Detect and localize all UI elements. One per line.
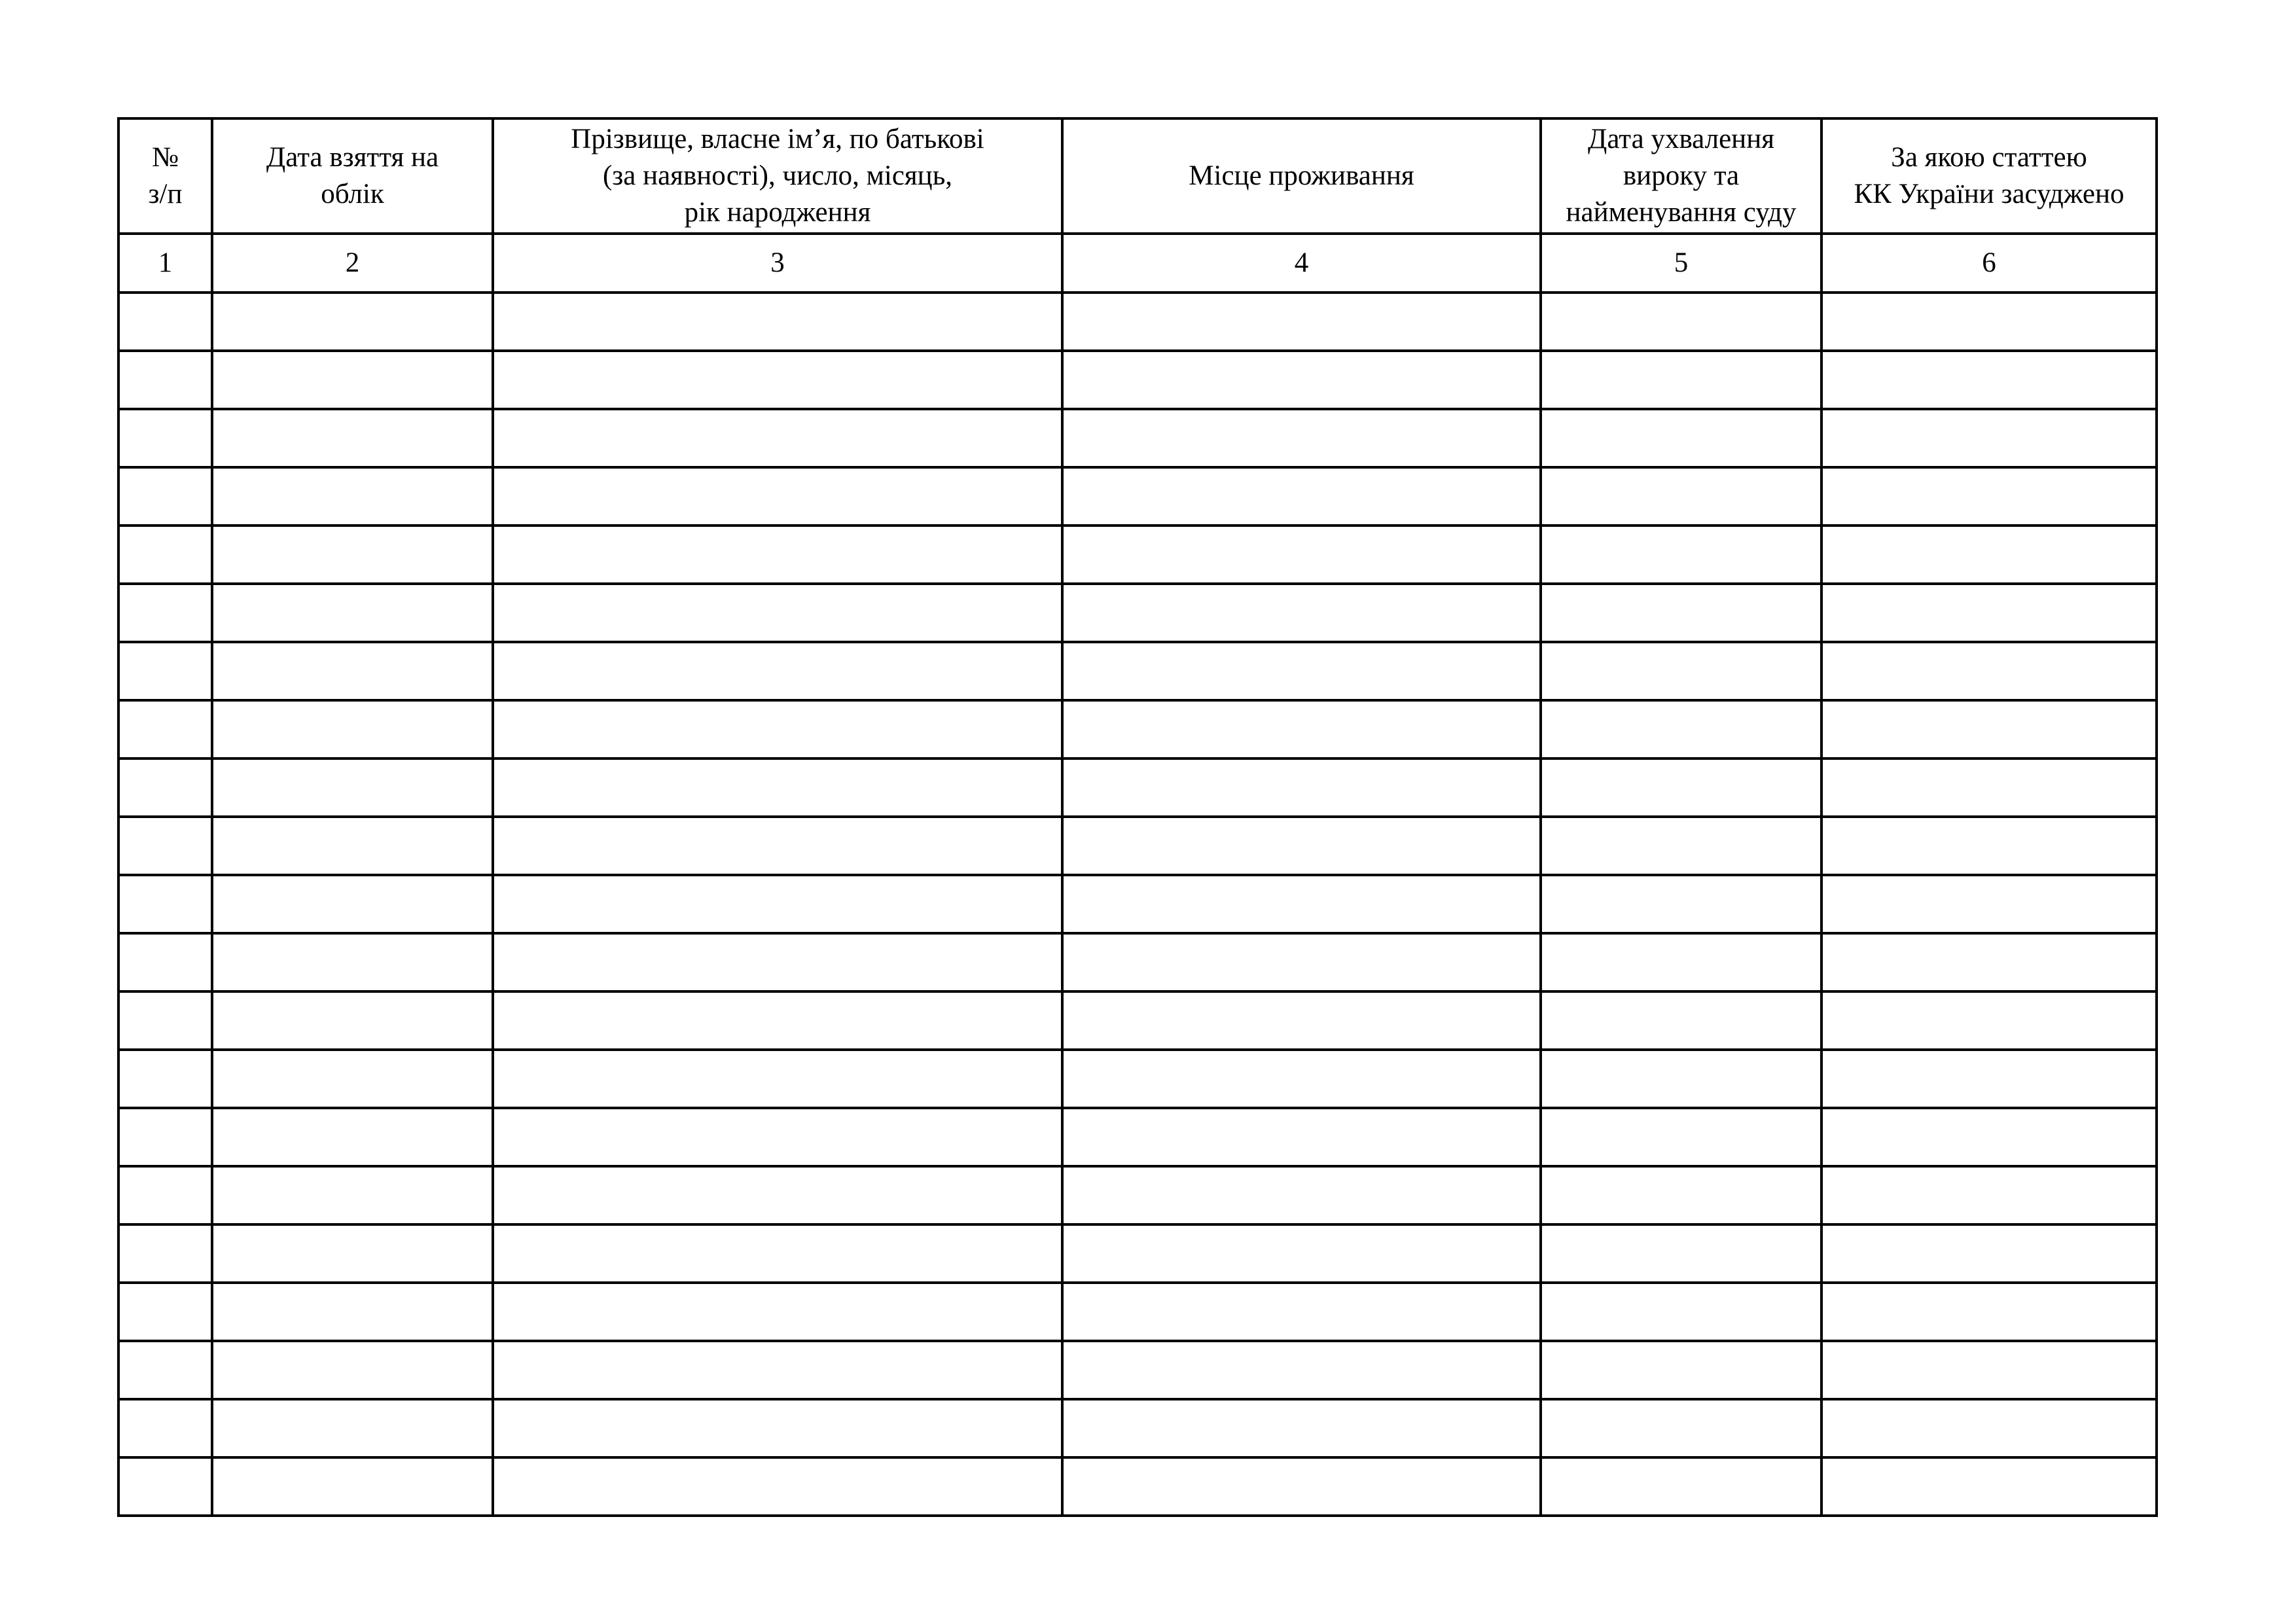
table-cell[interactable]	[1541, 1399, 1821, 1457]
table-cell[interactable]	[1062, 1341, 1541, 1399]
table-row	[118, 758, 2157, 817]
table-cell[interactable]	[118, 351, 212, 409]
table-cell[interactable]	[1821, 1457, 2157, 1516]
header-row	[118, 118, 2157, 234]
table-cell[interactable]	[118, 1166, 212, 1224]
table-cell[interactable]	[493, 584, 1062, 642]
table-row	[118, 526, 2157, 584]
table-cell[interactable]	[493, 1341, 1062, 1399]
table-row	[118, 700, 2157, 758]
table-row	[118, 584, 2157, 642]
table-cell[interactable]	[493, 933, 1062, 991]
table-row	[118, 991, 2157, 1050]
table-cell[interactable]	[1062, 700, 1541, 758]
table-cell[interactable]	[118, 526, 212, 584]
table-cell[interactable]	[212, 351, 493, 409]
table-cell[interactable]	[1541, 409, 1821, 467]
table-cell[interactable]	[1821, 875, 2157, 933]
table-row	[118, 1050, 2157, 1108]
table-cell[interactable]	[1821, 933, 2157, 991]
table-cell[interactable]	[1541, 351, 1821, 409]
table-cell[interactable]	[493, 1166, 1062, 1224]
table-cell[interactable]	[1062, 1050, 1541, 1108]
header-cell-registration-date: Дата взяття на облік	[212, 118, 493, 234]
table-cell[interactable]	[1821, 1224, 2157, 1283]
table-row	[118, 1224, 2157, 1283]
table-cell[interactable]	[212, 1399, 493, 1457]
table-cell[interactable]	[493, 817, 1062, 875]
header-cell-criminal-code-article: За якою статтею КК України засуджено	[1821, 118, 2157, 234]
table-row	[118, 409, 2157, 467]
table-cell[interactable]	[493, 1283, 1062, 1341]
table-cell[interactable]	[1821, 1108, 2157, 1166]
table-cell[interactable]	[118, 409, 212, 467]
table-cell[interactable]	[118, 991, 212, 1050]
table-cell[interactable]	[118, 467, 212, 526]
table-cell[interactable]	[1541, 1166, 1821, 1224]
table-cell[interactable]	[1062, 584, 1541, 642]
table-cell[interactable]	[493, 700, 1062, 758]
table-cell[interactable]	[1541, 817, 1821, 875]
table-cell[interactable]	[1821, 991, 2157, 1050]
table-cell[interactable]	[1821, 1166, 2157, 1224]
table-cell[interactable]	[493, 409, 1062, 467]
table-row	[118, 1399, 2157, 1457]
table-cell[interactable]	[1541, 758, 1821, 817]
table-cell[interactable]	[1062, 467, 1541, 526]
table-body	[118, 293, 2157, 1516]
table-cell[interactable]	[212, 1283, 493, 1341]
table-cell[interactable]	[212, 700, 493, 758]
table-cell[interactable]	[1541, 526, 1821, 584]
table-cell[interactable]	[1062, 351, 1541, 409]
table-cell[interactable]	[1541, 933, 1821, 991]
column-number-cell: 1	[118, 234, 212, 293]
table-cell[interactable]	[212, 584, 493, 642]
table-cell[interactable]	[212, 1166, 493, 1224]
table-cell[interactable]	[118, 875, 212, 933]
table-cell[interactable]	[493, 1050, 1062, 1108]
table-cell[interactable]	[118, 933, 212, 991]
table-cell[interactable]	[1821, 817, 2157, 875]
table-cell[interactable]	[118, 1399, 212, 1457]
table-row	[118, 467, 2157, 526]
table-cell[interactable]	[212, 1108, 493, 1166]
table-cell[interactable]	[1062, 875, 1541, 933]
table-cell[interactable]	[1541, 584, 1821, 642]
table-row	[118, 351, 2157, 409]
table-cell[interactable]	[493, 293, 1062, 351]
table-row	[118, 1341, 2157, 1399]
table-cell[interactable]	[493, 467, 1062, 526]
column-number-cell: 6	[1821, 234, 2157, 293]
table-row	[118, 817, 2157, 875]
table-cell[interactable]	[1062, 1283, 1541, 1341]
table-cell[interactable]	[212, 758, 493, 817]
table-cell[interactable]	[1821, 351, 2157, 409]
table-cell[interactable]	[493, 1399, 1062, 1457]
table-cell[interactable]	[1062, 933, 1541, 991]
header-cell-number: № з/п	[118, 118, 212, 234]
table-cell[interactable]	[1821, 642, 2157, 700]
table-cell[interactable]	[493, 526, 1062, 584]
column-number-cell: 5	[1541, 234, 1821, 293]
table-cell[interactable]	[1541, 642, 1821, 700]
table-cell[interactable]	[118, 293, 212, 351]
table-cell[interactable]	[118, 700, 212, 758]
table-cell[interactable]	[118, 642, 212, 700]
table-cell[interactable]	[1821, 758, 2157, 817]
table-cell[interactable]	[212, 526, 493, 584]
table-cell[interactable]	[1821, 584, 2157, 642]
table-row	[118, 1166, 2157, 1224]
table-row	[118, 875, 2157, 933]
table-cell[interactable]	[493, 758, 1062, 817]
table-cell[interactable]	[1821, 526, 2157, 584]
table-cell[interactable]	[212, 875, 493, 933]
table-cell[interactable]	[212, 409, 493, 467]
table-cell[interactable]	[1062, 1399, 1541, 1457]
table-row	[118, 933, 2157, 991]
header-cell-verdict-court: Дата ухвалення вироку та найменування суду	[1541, 118, 1821, 234]
table-cell[interactable]	[1062, 526, 1541, 584]
table-cell[interactable]	[493, 351, 1062, 409]
table-cell[interactable]	[1062, 758, 1541, 817]
table-row	[118, 642, 2157, 700]
table-cell[interactable]	[493, 991, 1062, 1050]
table-cell[interactable]	[1062, 293, 1541, 351]
table-cell[interactable]	[493, 1108, 1062, 1166]
table-cell[interactable]	[493, 875, 1062, 933]
table-row	[118, 1283, 2157, 1341]
table-cell[interactable]	[1541, 293, 1821, 351]
table-cell[interactable]	[1062, 409, 1541, 467]
table-cell[interactable]	[1821, 467, 2157, 526]
table-cell[interactable]	[118, 584, 212, 642]
table-cell[interactable]	[1821, 1399, 2157, 1457]
table-cell[interactable]	[118, 1224, 212, 1283]
table-cell[interactable]	[118, 758, 212, 817]
table-cell[interactable]	[1821, 1050, 2157, 1108]
table-cell[interactable]	[212, 1341, 493, 1399]
table-cell[interactable]	[1821, 409, 2157, 467]
column-number-cell: 4	[1062, 234, 1541, 293]
table-cell[interactable]	[1821, 1283, 2157, 1341]
table-row	[118, 293, 2157, 351]
table-cell[interactable]	[1062, 1224, 1541, 1283]
table-cell[interactable]	[118, 1108, 212, 1166]
table-cell[interactable]	[1541, 875, 1821, 933]
table-cell[interactable]	[1541, 467, 1821, 526]
table-cell[interactable]	[212, 933, 493, 991]
table-cell[interactable]	[1541, 1283, 1821, 1341]
table-cell[interactable]	[1541, 700, 1821, 758]
table-cell[interactable]	[212, 991, 493, 1050]
table-cell[interactable]	[1062, 991, 1541, 1050]
table-cell[interactable]	[493, 1457, 1062, 1516]
table-cell[interactable]	[1541, 1108, 1821, 1166]
header-cell-full-name-birthdate: Прізвище, власне ім’я, по батькові (за наявності), число, місяць, рік народження	[493, 118, 1062, 234]
table-cell[interactable]	[1821, 700, 2157, 758]
table-row	[118, 1108, 2157, 1166]
table-cell[interactable]	[1541, 1224, 1821, 1283]
table-cell[interactable]	[1541, 1457, 1821, 1516]
table-cell[interactable]	[212, 642, 493, 700]
table-cell[interactable]	[1062, 1457, 1541, 1516]
table-cell[interactable]	[493, 642, 1062, 700]
header-cell-residence: Місце проживання	[1062, 118, 1541, 234]
table-cell[interactable]	[1062, 1166, 1541, 1224]
table-cell[interactable]	[212, 1224, 493, 1283]
table-cell[interactable]	[1062, 817, 1541, 875]
column-number-row	[118, 234, 2157, 293]
table-cell[interactable]	[212, 293, 493, 351]
table-cell[interactable]	[1062, 642, 1541, 700]
table-cell[interactable]	[493, 1224, 1062, 1283]
table-cell[interactable]	[1541, 991, 1821, 1050]
table-cell[interactable]	[1062, 1108, 1541, 1166]
table-cell[interactable]	[212, 817, 493, 875]
table-cell[interactable]	[118, 817, 212, 875]
register-table	[117, 117, 2158, 1517]
table-cell[interactable]	[212, 1457, 493, 1516]
table-cell[interactable]	[212, 1050, 493, 1108]
table-cell[interactable]	[1541, 1050, 1821, 1108]
table-cell[interactable]	[118, 1283, 212, 1341]
table-row	[118, 1457, 2157, 1516]
table-cell[interactable]	[1821, 293, 2157, 351]
table-cell[interactable]	[118, 1050, 212, 1108]
column-number-cell: 3	[493, 234, 1062, 293]
table-cell[interactable]	[118, 1457, 212, 1516]
column-number-cell: 2	[212, 234, 493, 293]
table-cell[interactable]	[212, 467, 493, 526]
table-cell[interactable]	[1821, 1341, 2157, 1399]
table-cell[interactable]	[1541, 1341, 1821, 1399]
table-cell[interactable]	[118, 1341, 212, 1399]
